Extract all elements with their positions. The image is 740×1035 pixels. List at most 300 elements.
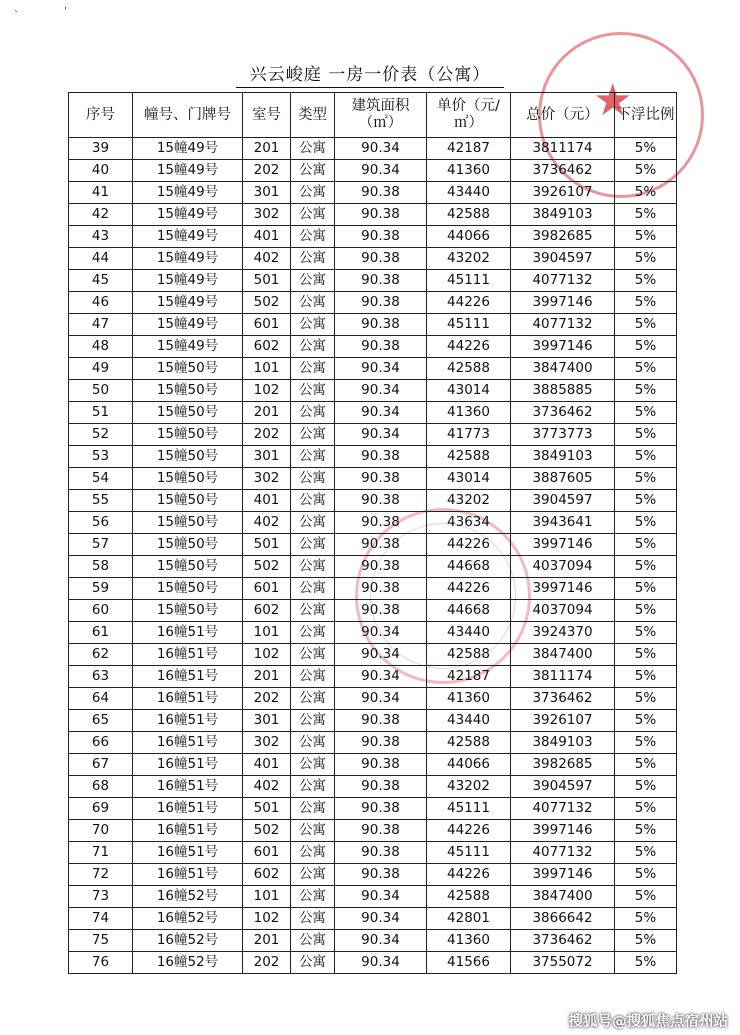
table-cell: 15幢49号 <box>133 292 243 314</box>
table-cell: 602 <box>243 600 291 622</box>
table-cell: 90.38 <box>335 600 427 622</box>
table-cell: 16幢52号 <box>133 886 243 908</box>
table-row <box>69 798 677 820</box>
table-row <box>69 226 677 248</box>
table-cell: 5% <box>615 138 677 160</box>
table-cell: 51 <box>69 402 133 424</box>
table-cell: 3926107 <box>511 710 615 732</box>
table-cell: 公寓 <box>291 358 335 380</box>
table-cell: 69 <box>69 798 133 820</box>
table-cell: 3982685 <box>511 226 615 248</box>
table-cell: 47 <box>69 314 133 336</box>
table-cell: 3811174 <box>511 666 615 688</box>
table-cell: 3847400 <box>511 886 615 908</box>
table-cell: 44226 <box>427 336 511 358</box>
table-row <box>69 776 677 798</box>
table-cell: 101 <box>243 886 291 908</box>
table-row <box>69 820 677 842</box>
table-cell: 201 <box>243 402 291 424</box>
table-cell: 90.38 <box>335 292 427 314</box>
table-cell: 公寓 <box>291 314 335 336</box>
table-cell: 3849103 <box>511 446 615 468</box>
table-cell: 401 <box>243 490 291 512</box>
table-cell: 公寓 <box>291 424 335 446</box>
table-cell: 15幢50号 <box>133 446 243 468</box>
table-cell: 公寓 <box>291 402 335 424</box>
table-cell: 44 <box>69 248 133 270</box>
table-cell: 公寓 <box>291 908 335 930</box>
table-cell: 90.38 <box>335 578 427 600</box>
table-cell: 4077132 <box>511 842 615 864</box>
table-cell: 56 <box>69 512 133 534</box>
table-cell: 5% <box>615 666 677 688</box>
table-row <box>69 138 677 160</box>
table-cell: 90.34 <box>335 380 427 402</box>
table-cell: 90.38 <box>335 556 427 578</box>
table-cell: 45111 <box>427 842 511 864</box>
scan-speck: ' <box>64 6 67 17</box>
table-cell: 15幢50号 <box>133 380 243 402</box>
table-cell: 302 <box>243 204 291 226</box>
table-cell: 5% <box>615 556 677 578</box>
table-row <box>69 688 677 710</box>
table-cell: 3736462 <box>511 688 615 710</box>
table-cell: 90.38 <box>335 336 427 358</box>
table-cell: 3773773 <box>511 424 615 446</box>
table-cell: 公寓 <box>291 842 335 864</box>
table-cell: 201 <box>243 930 291 952</box>
table-cell: 44066 <box>427 226 511 248</box>
table-cell: 15幢50号 <box>133 556 243 578</box>
table-cell: 201 <box>243 666 291 688</box>
watermark-text: 搜狐号@搜狐焦点宿州站 <box>568 1014 728 1030</box>
table-cell: 公寓 <box>291 248 335 270</box>
table-cell: 43634 <box>427 512 511 534</box>
table-cell: 502 <box>243 292 291 314</box>
table-cell: 90.38 <box>335 776 427 798</box>
table-cell: 90.38 <box>335 182 427 204</box>
table-cell: 90.38 <box>335 204 427 226</box>
table-cell: 公寓 <box>291 270 335 292</box>
table-cell: 公寓 <box>291 512 335 534</box>
table-cell: 90.38 <box>335 446 427 468</box>
table-row <box>69 930 677 952</box>
table-cell: 公寓 <box>291 622 335 644</box>
table-row <box>69 710 677 732</box>
table-cell: 102 <box>243 644 291 666</box>
table-row <box>69 468 677 490</box>
table-cell: 公寓 <box>291 336 335 358</box>
table-cell: 43202 <box>427 776 511 798</box>
header-cell: 室号 <box>243 93 291 138</box>
table-cell: 49 <box>69 358 133 380</box>
table-cell: 16幢51号 <box>133 864 243 886</box>
table-cell: 5% <box>615 358 677 380</box>
table-cell: 公寓 <box>291 204 335 226</box>
table-cell: 16幢51号 <box>133 820 243 842</box>
table-cell: 41360 <box>427 688 511 710</box>
table-cell: 5% <box>615 490 677 512</box>
table-cell: 5% <box>615 754 677 776</box>
table-cell: 3997146 <box>511 534 615 556</box>
table-cell: 公寓 <box>291 380 335 402</box>
table-cell: 公寓 <box>291 732 335 754</box>
table-cell: 57 <box>69 534 133 556</box>
table-cell: 5% <box>615 908 677 930</box>
table-cell: 41773 <box>427 424 511 446</box>
table-cell: 41 <box>69 182 133 204</box>
table-row <box>69 754 677 776</box>
table-cell: 301 <box>243 710 291 732</box>
table-cell: 公寓 <box>291 688 335 710</box>
table-cell: 16幢51号 <box>133 776 243 798</box>
table-row <box>69 270 677 292</box>
table-cell: 90.38 <box>335 842 427 864</box>
table-cell: 15幢50号 <box>133 402 243 424</box>
table-cell: 5% <box>615 270 677 292</box>
table-cell: 90.38 <box>335 512 427 534</box>
header-cell: 总价（元） <box>511 93 615 138</box>
table-cell: 41566 <box>427 952 511 974</box>
table-cell: 3811174 <box>511 138 615 160</box>
table-cell: 公寓 <box>291 182 335 204</box>
price-table <box>68 92 677 974</box>
table-cell: 15幢50号 <box>133 600 243 622</box>
table-cell: 3736462 <box>511 402 615 424</box>
table-cell: 43014 <box>427 380 511 402</box>
table-cell: 15幢49号 <box>133 248 243 270</box>
header-cell: 下浮比例 <box>615 93 677 138</box>
table-cell: 90.34 <box>335 908 427 930</box>
table-cell: 3997146 <box>511 820 615 842</box>
table-cell: 4077132 <box>511 314 615 336</box>
table-cell: 16幢51号 <box>133 798 243 820</box>
table-cell: 90.38 <box>335 248 427 270</box>
table-cell: 15幢49号 <box>133 336 243 358</box>
table-cell: 102 <box>243 380 291 402</box>
table-cell: 90.34 <box>335 644 427 666</box>
table-body <box>69 138 677 974</box>
table-cell: 公寓 <box>291 160 335 182</box>
table-cell: 90.38 <box>335 534 427 556</box>
table-cell: 3847400 <box>511 644 615 666</box>
table-cell: 5% <box>615 820 677 842</box>
table-cell: 5% <box>615 886 677 908</box>
table-cell: 501 <box>243 534 291 556</box>
table-cell: 3982685 <box>511 754 615 776</box>
table-cell: 5% <box>615 578 677 600</box>
table-cell: 44668 <box>427 600 511 622</box>
table-cell: 90.34 <box>335 160 427 182</box>
table-cell: 45 <box>69 270 133 292</box>
table-cell: 54 <box>69 468 133 490</box>
table-cell: 3926107 <box>511 182 615 204</box>
table-cell: 602 <box>243 864 291 886</box>
table-cell: 16幢52号 <box>133 908 243 930</box>
table-row <box>69 666 677 688</box>
table-cell: 5% <box>615 776 677 798</box>
table-row <box>69 402 677 424</box>
table-cell: 90.38 <box>335 798 427 820</box>
table-cell: 16幢51号 <box>133 688 243 710</box>
header-cell: 建筑面积（㎡） <box>335 93 427 138</box>
table-cell: 601 <box>243 842 291 864</box>
table-cell: 302 <box>243 732 291 754</box>
table-cell: 43440 <box>427 622 511 644</box>
table-cell: 68 <box>69 776 133 798</box>
table-cell: 15幢50号 <box>133 490 243 512</box>
table-row <box>69 424 677 446</box>
table-cell: 5% <box>615 402 677 424</box>
header-cell: 幢号、门牌号 <box>133 93 243 138</box>
table-cell: 42187 <box>427 666 511 688</box>
table-cell: 公寓 <box>291 776 335 798</box>
table-cell: 101 <box>243 622 291 644</box>
table-cell: 41360 <box>427 160 511 182</box>
table-cell: 402 <box>243 248 291 270</box>
header-cell: 单价（元/㎡） <box>427 93 511 138</box>
table-cell: 5% <box>615 160 677 182</box>
table-cell: 44066 <box>427 754 511 776</box>
table-cell: 48 <box>69 336 133 358</box>
table-cell: 72 <box>69 864 133 886</box>
table-cell: 5% <box>615 710 677 732</box>
table-cell: 公寓 <box>291 468 335 490</box>
table-cell: 43440 <box>427 710 511 732</box>
table-cell: 76 <box>69 952 133 974</box>
table-cell: 45111 <box>427 270 511 292</box>
table-cell: 44226 <box>427 864 511 886</box>
table-cell: 44226 <box>427 820 511 842</box>
table-cell: 公寓 <box>291 930 335 952</box>
table-row <box>69 358 677 380</box>
table-cell: 16幢51号 <box>133 732 243 754</box>
table-cell: 3755072 <box>511 952 615 974</box>
table-cell: 公寓 <box>291 820 335 842</box>
table-cell: 71 <box>69 842 133 864</box>
table-cell: 5% <box>615 248 677 270</box>
table-cell: 3904597 <box>511 248 615 270</box>
table-cell: 公寓 <box>291 864 335 886</box>
table-cell: 公寓 <box>291 710 335 732</box>
table-cell: 5% <box>615 798 677 820</box>
table-cell: 302 <box>243 468 291 490</box>
table-cell: 42187 <box>427 138 511 160</box>
table-cell: 90.34 <box>335 402 427 424</box>
table-row <box>69 556 677 578</box>
table-cell: 公寓 <box>291 952 335 974</box>
table-cell: 5% <box>615 314 677 336</box>
table-cell: 402 <box>243 776 291 798</box>
table-cell: 5% <box>615 600 677 622</box>
table-cell: 501 <box>243 270 291 292</box>
table-cell: 74 <box>69 908 133 930</box>
table-cell: 101 <box>243 358 291 380</box>
table-cell: 5% <box>615 468 677 490</box>
table-cell: 3849103 <box>511 732 615 754</box>
table-cell: 15幢49号 <box>133 204 243 226</box>
table-cell: 44226 <box>427 534 511 556</box>
table-cell: 90.38 <box>335 754 427 776</box>
document-title <box>0 64 740 88</box>
table-cell: 3736462 <box>511 930 615 952</box>
table-cell: 16幢51号 <box>133 622 243 644</box>
table-cell: 601 <box>243 314 291 336</box>
header-cell: 序号 <box>69 93 133 138</box>
table-cell: 201 <box>243 138 291 160</box>
table-cell: 16幢52号 <box>133 930 243 952</box>
table-cell: 90.38 <box>335 270 427 292</box>
table-cell: 41360 <box>427 402 511 424</box>
table-cell: 5% <box>615 534 677 556</box>
table-cell: 3847400 <box>511 358 615 380</box>
document-title-text: 兴云峻庭 一房一价表（公寓） <box>236 64 504 88</box>
table-cell: 3887605 <box>511 468 615 490</box>
table-cell: 15幢50号 <box>133 512 243 534</box>
table-cell: 502 <box>243 556 291 578</box>
table-cell: 502 <box>243 820 291 842</box>
table-cell: 401 <box>243 226 291 248</box>
table-row <box>69 446 677 468</box>
table-cell: 3943641 <box>511 512 615 534</box>
table-cell: 5% <box>615 644 677 666</box>
table-cell: 63 <box>69 666 133 688</box>
table-cell: 4077132 <box>511 798 615 820</box>
table-cell: 15幢49号 <box>133 314 243 336</box>
table-cell: 58 <box>69 556 133 578</box>
table-cell: 5% <box>615 204 677 226</box>
table-cell: 3736462 <box>511 160 615 182</box>
table-row <box>69 842 677 864</box>
table-cell: 90.34 <box>335 930 427 952</box>
table-cell: 42801 <box>427 908 511 930</box>
table-cell: 5% <box>615 864 677 886</box>
table-cell: 90.38 <box>335 468 427 490</box>
table-cell: 90.38 <box>335 820 427 842</box>
table-cell: 66 <box>69 732 133 754</box>
table-cell: 67 <box>69 754 133 776</box>
table-cell: 3997146 <box>511 336 615 358</box>
table-cell: 90.38 <box>335 710 427 732</box>
table-cell: 90.34 <box>335 622 427 644</box>
table-cell: 16幢51号 <box>133 842 243 864</box>
table-cell: 公寓 <box>291 600 335 622</box>
table-cell: 3904597 <box>511 776 615 798</box>
table-cell: 5% <box>615 292 677 314</box>
table-row <box>69 644 677 666</box>
table-row <box>69 336 677 358</box>
table-cell: 90.34 <box>335 358 427 380</box>
table-cell: 公寓 <box>291 798 335 820</box>
table-cell: 52 <box>69 424 133 446</box>
table-cell: 42588 <box>427 358 511 380</box>
table-cell: 40 <box>69 160 133 182</box>
table-cell: 60 <box>69 600 133 622</box>
table-cell: 3904597 <box>511 490 615 512</box>
table-cell: 43440 <box>427 182 511 204</box>
table-cell: 公寓 <box>291 292 335 314</box>
table-cell: 90.38 <box>335 226 427 248</box>
table-cell: 43202 <box>427 490 511 512</box>
table-row <box>69 160 677 182</box>
table-row <box>69 182 677 204</box>
table-row <box>69 952 677 974</box>
table-cell: 70 <box>69 820 133 842</box>
table-cell: 4037094 <box>511 600 615 622</box>
table-cell: 75 <box>69 930 133 952</box>
table-cell: 16幢51号 <box>133 754 243 776</box>
table-cell: 73 <box>69 886 133 908</box>
table-cell: 602 <box>243 336 291 358</box>
table-row <box>69 292 677 314</box>
table-cell: 42588 <box>427 446 511 468</box>
table-cell: 5% <box>615 688 677 710</box>
table-row <box>69 886 677 908</box>
table-row <box>69 490 677 512</box>
table-cell: 5% <box>615 182 677 204</box>
table-cell: 50 <box>69 380 133 402</box>
table-cell: 3849103 <box>511 204 615 226</box>
table-cell: 4077132 <box>511 270 615 292</box>
table-cell: 公寓 <box>291 490 335 512</box>
table-cell: 53 <box>69 446 133 468</box>
table-cell: 401 <box>243 754 291 776</box>
table-cell: 公寓 <box>291 556 335 578</box>
table-row <box>69 314 677 336</box>
table-cell: 601 <box>243 578 291 600</box>
table-cell: 3997146 <box>511 292 615 314</box>
table-cell: 5% <box>615 380 677 402</box>
table-cell: 42588 <box>427 204 511 226</box>
table-cell: 202 <box>243 160 291 182</box>
table-row <box>69 248 677 270</box>
table-cell: 15幢49号 <box>133 226 243 248</box>
table-cell: 5% <box>615 336 677 358</box>
table-row <box>69 622 677 644</box>
table-cell: 46 <box>69 292 133 314</box>
table-cell: 202 <box>243 424 291 446</box>
table-cell: 公寓 <box>291 446 335 468</box>
table-cell: 15幢50号 <box>133 358 243 380</box>
table-cell: 90.38 <box>335 490 427 512</box>
table-cell: 15幢49号 <box>133 160 243 182</box>
table-cell: 公寓 <box>291 886 335 908</box>
table-cell: 15幢49号 <box>133 138 243 160</box>
table-cell: 公寓 <box>291 644 335 666</box>
table-cell: 5% <box>615 446 677 468</box>
table-cell: 102 <box>243 908 291 930</box>
table-cell: 42588 <box>427 732 511 754</box>
table-row <box>69 534 677 556</box>
table-cell: 64 <box>69 688 133 710</box>
table-cell: 44226 <box>427 578 511 600</box>
table-cell: 公寓 <box>291 226 335 248</box>
table-cell: 5% <box>615 512 677 534</box>
table-row <box>69 600 677 622</box>
table-cell: 90.38 <box>335 314 427 336</box>
table-row <box>69 380 677 402</box>
table-cell: 3885885 <box>511 380 615 402</box>
table-cell: 62 <box>69 644 133 666</box>
table-cell: 90.38 <box>335 864 427 886</box>
table-cell: 16幢51号 <box>133 710 243 732</box>
table-cell: 43 <box>69 226 133 248</box>
table-cell: 42 <box>69 204 133 226</box>
table-cell: 45111 <box>427 798 511 820</box>
table-cell: 39 <box>69 138 133 160</box>
table-cell: 43014 <box>427 468 511 490</box>
table-cell: 65 <box>69 710 133 732</box>
